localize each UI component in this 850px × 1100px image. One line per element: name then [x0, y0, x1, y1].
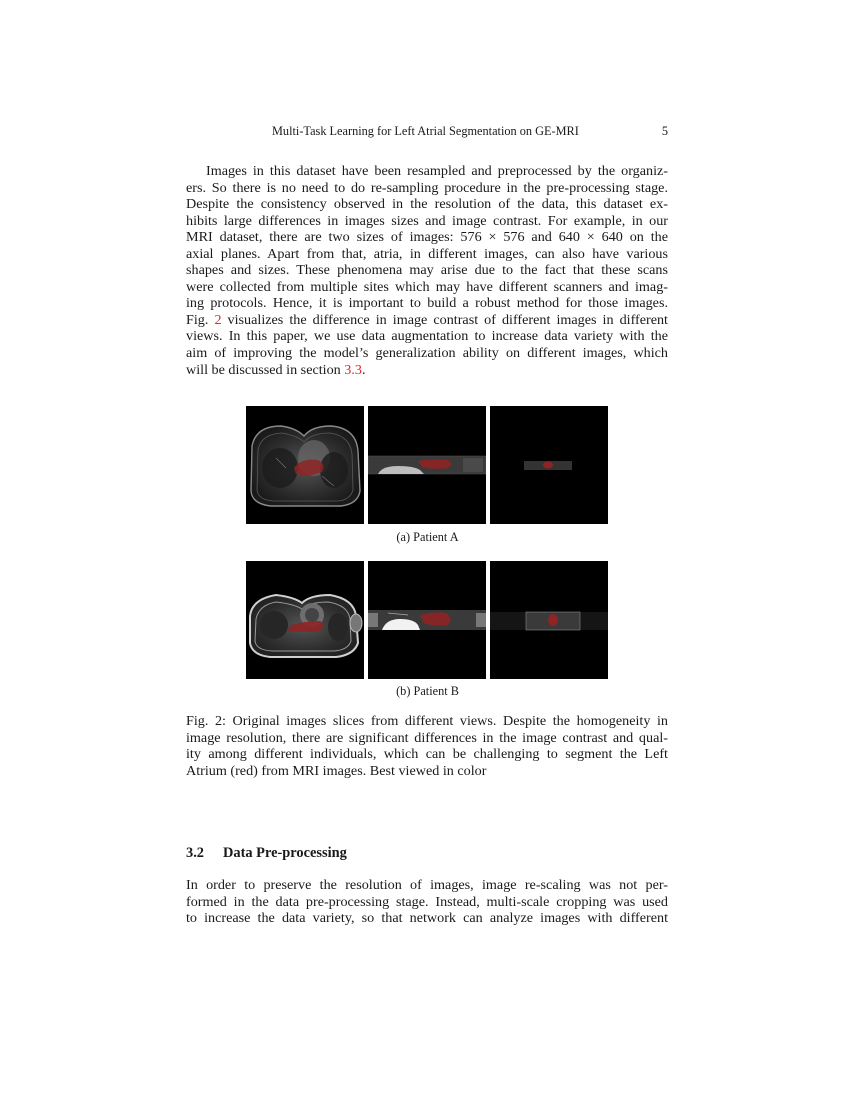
figure-row-patient-b	[246, 561, 609, 679]
text-line	[186, 312, 668, 329]
text-fragment: .	[361, 361, 366, 378]
text-line: were collected from multiple sites which may have different scanners and imag-	[186, 278, 668, 295]
mri-coronal-image	[490, 406, 608, 524]
mri-axial-image	[246, 406, 364, 524]
figure-reference-link[interactable]: 2	[214, 311, 222, 328]
text-fragment: will be discussed in section	[186, 361, 345, 378]
figure-caption	[186, 713, 668, 779]
text-line	[186, 362, 668, 379]
caption-line: ity among different individuals, which can be challenging to segment the Left	[186, 746, 668, 763]
section-number: 3.2	[186, 845, 204, 861]
mri-sagittal-view-patient-b	[368, 561, 486, 679]
mri-sagittal-image	[368, 406, 486, 524]
text-line: In order to preserve the resolution of images, image re-scaling was not per-	[186, 877, 668, 893]
mri-coronal-view-patient-a	[490, 406, 608, 524]
preprocessing-paragraph	[186, 877, 668, 927]
text-line: axial planes. Apart from that, atria, in different images, can also have various	[186, 245, 668, 262]
subfigure-caption-a: (a) Patient A	[396, 530, 459, 544]
text-fragment: Fig.	[186, 311, 215, 328]
section-title: Data Pre-processing	[223, 845, 347, 861]
text-line: hibits large differences in images sizes and image contrast. For example, in our	[186, 212, 668, 229]
caption-line: Fig. 2: Original images slices from different views. Despite the homogeneity in	[186, 713, 668, 729]
text-line: ing protocols. Hence, it is important to build a robust method for those images.	[186, 295, 668, 312]
section-reference-link[interactable]: 3.3	[344, 361, 362, 378]
section-heading	[186, 845, 347, 862]
caption-line: Atrium (red) from MRI images. Best viewed in color	[186, 762, 487, 779]
text-line: Despite the consistency observed in the resolution of the data, this dataset ex-	[186, 196, 668, 213]
mri-sagittal-image	[368, 561, 486, 679]
mri-axial-view-patient-a	[246, 406, 364, 524]
text-line: shapes and sizes. These phenomena may arise due to the fact that these scans	[186, 262, 668, 279]
text-line: Images in this dataset have been resampled and preprocessed by the organiz-	[206, 163, 668, 179]
mri-sagittal-view-patient-a	[368, 406, 486, 524]
running-title: Multi-Task Learning for Left Atrial Segmentation on GE-MRI	[272, 124, 579, 138]
text-line: aim of improving the model’s generalization ability on different images, which	[186, 345, 668, 362]
text-line: ers. So there is no need to do re-sampling procedure in the pre-processing stage.	[186, 179, 668, 196]
intro-paragraph	[186, 163, 668, 378]
figure-row-patient-a	[246, 406, 609, 524]
subfigure-caption-b: (b) Patient B	[396, 684, 459, 698]
text-line: formed in the data pre-processing stage. Instead, multi-scale cropping was used	[186, 893, 668, 910]
mri-axial-image	[246, 561, 364, 679]
text-line: to increase the data variety, so that network can analyze images with different	[186, 910, 668, 927]
running-head	[186, 124, 668, 140]
mri-coronal-image	[490, 561, 608, 679]
text-fragment: visualizes the difference in image contrast of different images in different	[221, 311, 668, 328]
page-number: 5	[661, 124, 668, 138]
caption-line: image resolution, there are significant differences in the image contrast and qual-	[186, 729, 668, 746]
mri-coronal-view-patient-b	[490, 561, 608, 679]
text-line: MRI dataset, there are two sizes of images: 576 × 576 and 640 × 640 on the	[186, 229, 668, 246]
mri-axial-view-patient-b	[246, 561, 364, 679]
text-line: views. In this paper, we use data augmentation to increase data variety with the	[186, 328, 668, 345]
